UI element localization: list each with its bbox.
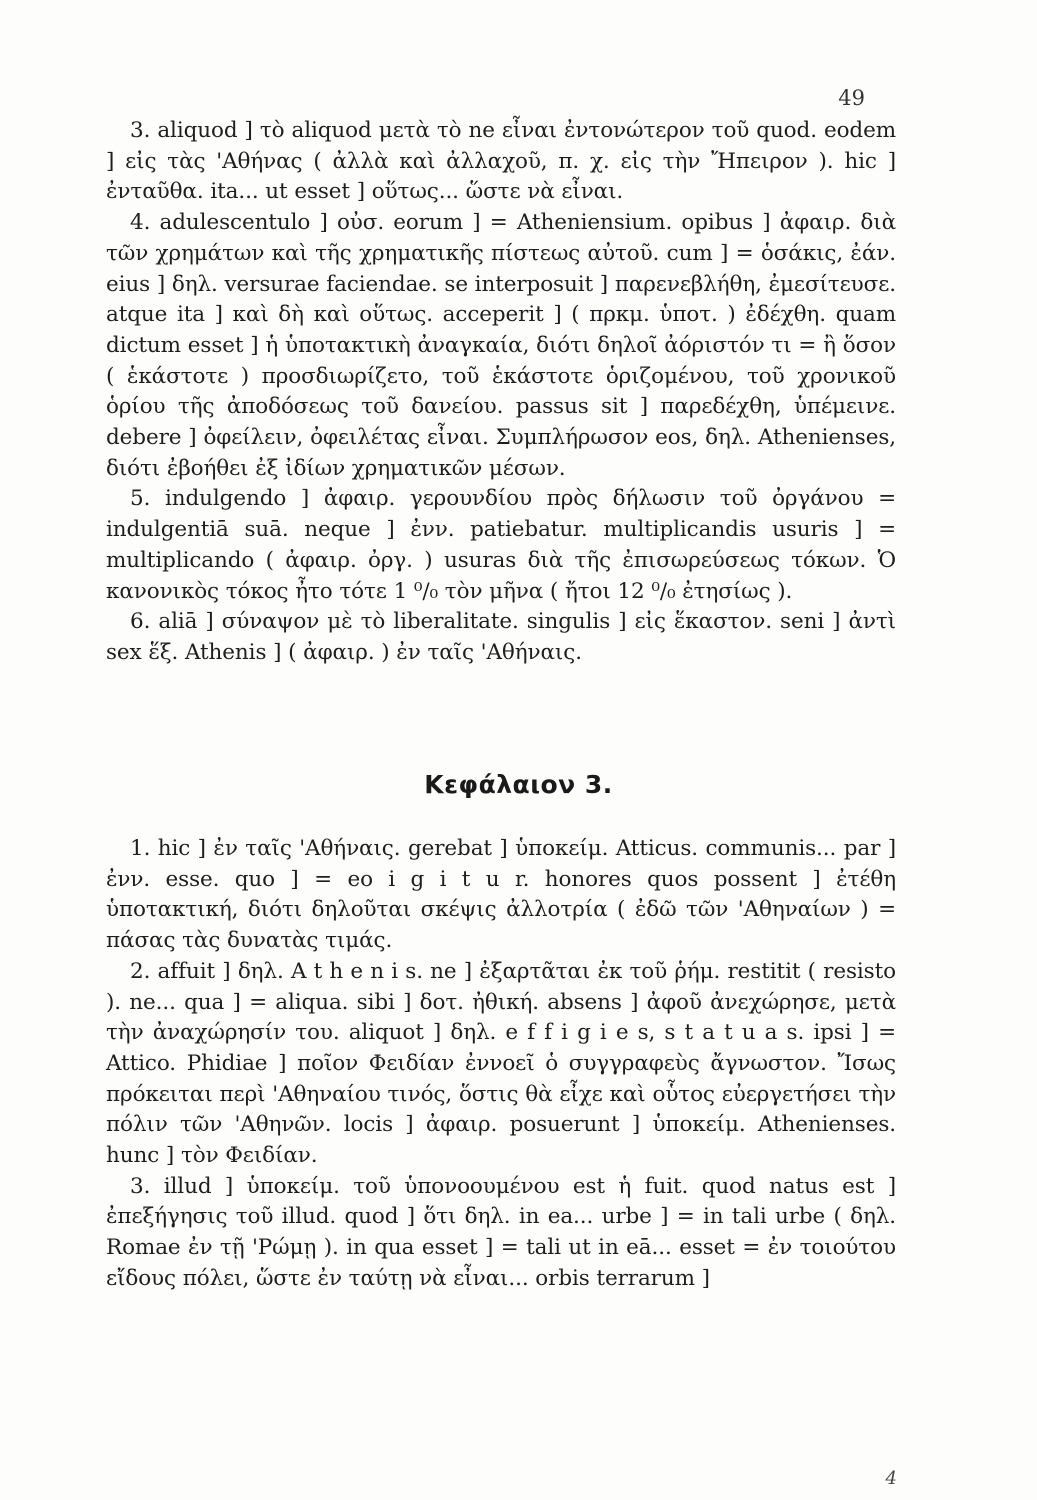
commentary-paragraph: 4. adulescentulo ] οὐσ. eorum ] = Atheniensium. opibus ] ἀφαιρ. διὰ τῶν χρημάτων καὶ τῆς χρηματικῆς πίστεως αὐτοῦ. cum ] = ὁσάκις, ἐάν. eius ] δηλ. versurae faciendae. se interposuit ] παρενεβλήθη, ἐμεσίτευσε. atque ita ] καὶ δὴ καὶ οὕτως. acceperit ] ( πρκμ. ὑποτ. ) ἐδέχθη. quam dictum esset ] ἡ ὑποτακτικὴ ἀναγκαία, διότι δηλοῖ ἀόριστόν τι = ἢ ὅσον ( ἑκάστοτε ) προσδιωρίζετο, τοῦ ἑκάστοτε ὁριζομένου, τοῦ χρονικοῦ ὁρίου τῆς ἀποδόσεως τοῦ δανείου. passus sit ] παρεδέχθη, ὑπέμεινε. debere ] ὀφείλειν, ὀφειλέτας εἶναι. Συμπλήρωσον eos, δηλ. Athenienses, διότι ἐβοήθει ἐξ ἰδίων χρηματικῶν μέσων. [106,210,896,481]
chapter-heading: Κεφάλαιον 3. [424,770,613,799]
commentary-paragraph: 3. illud ] ὑποκείμ. τοῦ ὑπονοουμένου est ἡ fuit. quod natus est ] ἐπεξήγησις τοῦ illud. quod ] ὅτι δηλ. in ea... urbe ] = in tali urbe ( δηλ. Romae ἐν τῇ 'Ρώμῃ ). in qua esset ] = tali ut in eā... esset = ἐν τοιούτου εἴδους πόλει, ὥστε ἐν ταύτῃ νὰ εἶναι... orbis terrarum ] [106,1173,896,1291]
commentary-paragraph: 3. aliquod ] τὸ aliquod μετὰ τὸ ne εἶναι ἐντονώτερον τοῦ quod. eodem ] εἰς τὰς 'Αθήνας ( ἀλλὰ καὶ ἀλλαχοῦ, π. χ. εἰς τὴν Ἤπειρον ). hic ] ἐνταῦθα. ita... ut esset ] οὕτως... ὥστε νὰ εἶναι. [106,118,896,205]
printer-signature: 4 [885,1468,897,1489]
page-number: 49 [838,86,865,110]
commentary-paragraph: 1. hic ] ἐν ταῖς 'Αθήναις. gerebat ] ὑποκείμ. Atticus. communis... par ] ἐνν. esse. quo ] = eo i g i t u r. honores quos possent ] ἐτέθη ὑποτακτική, διότι δηλοῦται σκέψις ἀλλοτρία ( ἐδῶ τῶν 'Αθηναίων ) = πάσας τὰς δυνατὰς τιμάς. [106,836,896,954]
commentary-paragraph: 6. aliā ] σύναψον μὲ τὸ liberalitate. singulis ] εἰς ἕκαστον. seni ] ἀντὶ sex ἕξ. Athenis ] ( ἀφαιρ. ) ἐν ταῖς 'Αθήναις. [106,609,896,665]
commentary-chapter-section [106,834,896,1295]
commentary-paragraph: 5. indulgendo ] ἀφαιρ. γερουνδίου πρὸς δήλωσιν τοῦ ὀργάνου = indulgentiā suā. neque ] ἐνν. patiebatur. multiplicandis usuris ] = multiplicando ( ἀφαιρ. ὀργ. ) usuras διὰ τῆς ἐπισωρεύσεως τόκων. Ὁ κανονικὸς τόκος ἦτο τότε 1 ⁰/₀ τὸν μῆνα ( ἤτοι 12 ⁰/₀ ἐτησίως ). [106,486,896,604]
commentary-paragraph: 2. affuit ] δηλ. A t h e n i s. ne ] ἐξαρτᾶται ἐκ τοῦ ῥήμ. restitit ( resisto ). ne... qua ] = aliqua. sibi ] δοτ. ἠθική. absens ] ἀφοῦ ἀνεχώρησε, μετὰ τὴν ἀναχώρησίν του. aliquot ] δηλ. e f f i g i e s, s t a t u a s. ipsi ] = Attico. Phidiae ] ποῖον Φειδίαν ἐννοεῖ ὁ συγγραφεὺς ἄγνωστον. Ἴσως πρόκειται περὶ 'Αθηναίου τινός, ὅστις θὰ εἶχε καὶ οὗτος εὐεργετήσει τὴν πόλιν τῶν 'Αθηνῶν. locis ] ἀφαιρ. posuerunt ] ὑποκείμ. Athenienses. hunc ] τὸν Φειδίαν. [106,958,896,1169]
commentary-previous-section [106,116,896,669]
